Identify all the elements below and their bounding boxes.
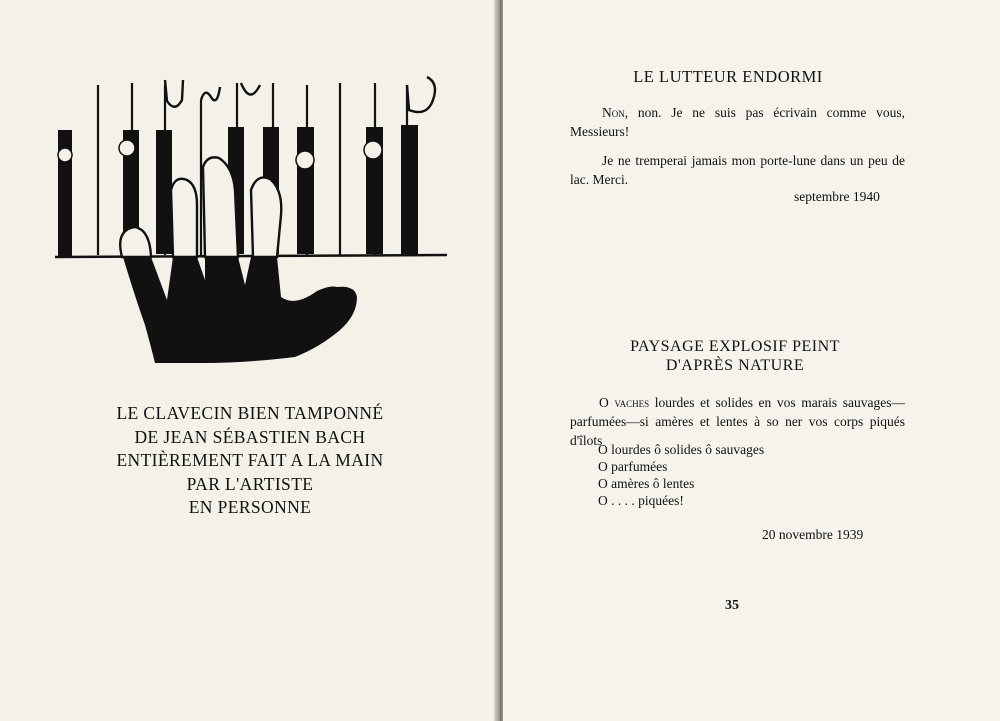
lead-word: Non: [602, 105, 625, 120]
caption-line: ENTIÈREMENT FAIT A LA MAIN: [116, 450, 384, 470]
caps-word: vaches: [614, 395, 650, 410]
caption-line: DE JEAN SÉBASTIEN BACH: [134, 426, 366, 447]
caption-line: PAR L'ARTISTE: [186, 473, 314, 494]
section-title-paysage: [600, 337, 870, 375]
paragraph-non-non: [570, 103, 905, 141]
page-number: 35: [725, 598, 739, 613]
title-line: PAYSAGE EXPLOSIF PEINT: [630, 338, 840, 355]
caption-line: LE CLAVECIN BIEN TAMPONNÉ: [116, 403, 384, 423]
lead-word: O: [599, 395, 615, 410]
left-page: [0, 0, 497, 721]
verse-line: O parfumées: [598, 459, 668, 474]
date-novembre: 20 novembre 1939: [762, 527, 864, 542]
date-septembre: septembre 1940: [794, 189, 880, 204]
verse-line: O amères ô lentes: [598, 476, 695, 491]
section-title-lutteur: LE LUTTEUR ENDORMI: [633, 67, 823, 86]
title-line: D'APRÈS NATURE: [665, 357, 805, 374]
paragraph-text: , non. Je ne suis pas écrivain comme vous, Messieurs!: [570, 105, 905, 139]
verse-line: O . . . . piquées!: [598, 493, 684, 508]
paragraph-porte-lune: Je ne tremperai jamais mon porte-lune dans un peu de lac. Merci.: [570, 153, 905, 187]
paragraph-text: lourdes et solides en vos marais sauvages—parfumées—si amères et lentes à so ner vos corps piqués d'îlots: [570, 395, 906, 448]
verse-lines: [598, 441, 764, 509]
verse-line: O lourdes ô solides ô sauvages: [598, 442, 765, 457]
caption-line: EN PERSONNE: [188, 497, 312, 517]
hand-on-keyboard-icon: [55, 75, 450, 365]
illustration-caption: [70, 402, 430, 520]
